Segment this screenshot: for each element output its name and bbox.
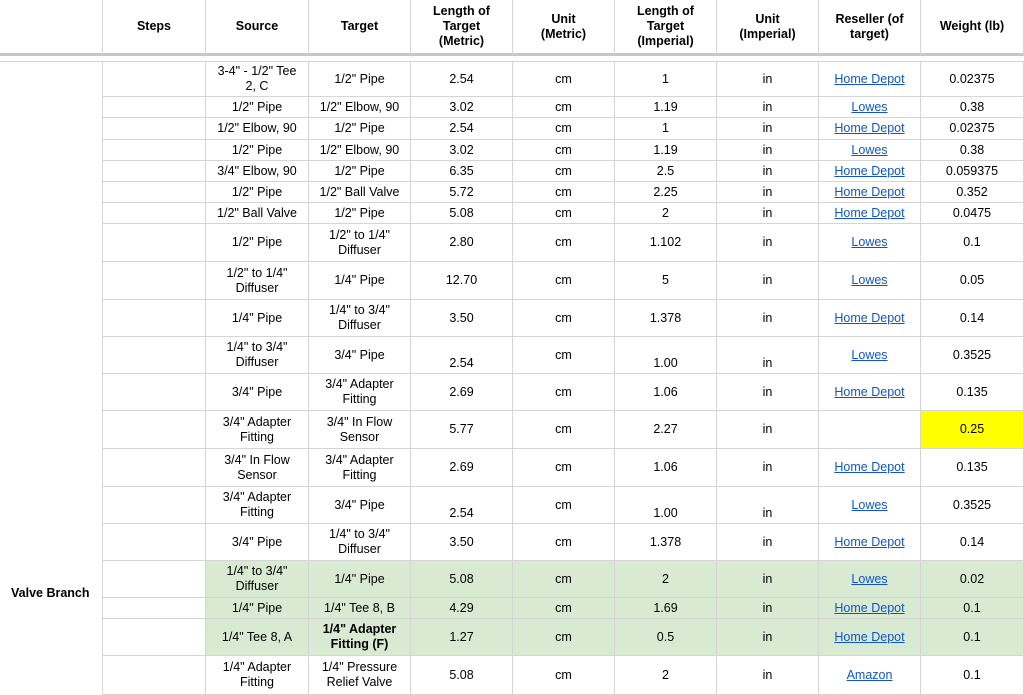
reseller-link[interactable]: Lowes: [851, 235, 888, 249]
reseller-cell[interactable]: [819, 161, 921, 182]
reseller-cell[interactable]: [819, 203, 921, 224]
unit-metric-cell[interactable]: cm: [513, 411, 615, 449]
target-cell[interactable]: 1/4" Pipe: [309, 262, 411, 300]
length-metric-cell[interactable]: 1.27: [411, 619, 513, 656]
reseller-link[interactable]: Lowes: [851, 99, 888, 114]
length-metric-cell[interactable]: 3.50: [411, 300, 513, 337]
reseller-link[interactable]: Home Depot: [834, 163, 905, 178]
steps-cell[interactable]: [103, 118, 206, 140]
unit-imperial-cell[interactable]: in: [717, 300, 819, 337]
unit-imperial-cell[interactable]: in: [717, 374, 819, 411]
header-length-metric-label: Length of Target (Metric): [433, 4, 490, 48]
unit-metric-cell[interactable]: cm: [513, 203, 615, 224]
header-steps-label: Steps: [136, 19, 172, 33]
unit-metric-cell[interactable]: cm: [513, 487, 615, 524]
length-imperial-cell[interactable]: 2: [615, 203, 717, 224]
source-cell[interactable]: 1/2" Pipe: [206, 182, 309, 203]
length-metric-cell[interactable]: 4.29: [411, 598, 513, 619]
steps-cell[interactable]: [103, 337, 206, 374]
source-cell[interactable]: 3/4" Adapter Fitting: [206, 487, 309, 524]
steps-cell[interactable]: [103, 449, 206, 487]
length-metric-cell[interactable]: 2.54: [411, 487, 513, 524]
source-cell[interactable]: 3/4" Elbow, 90: [206, 161, 309, 182]
length-imperial-cell[interactable]: 1.19: [615, 97, 717, 118]
header-unit-imperial: [717, 0, 819, 56]
reseller-cell[interactable]: [819, 224, 921, 262]
unit-metric-cell[interactable]: cm: [513, 62, 615, 97]
source-cell[interactable]: 1/2" Pipe: [206, 140, 309, 161]
steps-cell[interactable]: [103, 374, 206, 411]
reseller-cell[interactable]: [819, 411, 921, 449]
weight-cell[interactable]: 0.3525: [921, 487, 1024, 524]
source-cell[interactable]: 1/2" Ball Valve: [206, 203, 309, 224]
length-metric-cell[interactable]: 6.35: [411, 161, 513, 182]
reseller-link[interactable]: Lowes: [851, 142, 888, 157]
length-metric-cell[interactable]: 12.70: [411, 262, 513, 300]
unit-imperial-cell[interactable]: in: [717, 656, 819, 695]
weight-cell[interactable]: 0.0475: [921, 203, 1024, 224]
reseller-cell[interactable]: [819, 262, 921, 300]
unit-metric-cell[interactable]: cm: [513, 97, 615, 118]
reseller-cell[interactable]: [819, 598, 921, 619]
target-cell[interactable]: 1/4" Pressure Relief Valve: [309, 656, 411, 695]
unit-imperial-cell[interactable]: in: [717, 182, 819, 203]
weight-cell[interactable]: 0.02: [921, 561, 1024, 598]
weight-cell[interactable]: 0.352: [921, 182, 1024, 203]
unit-metric-cell[interactable]: cm: [513, 118, 615, 140]
steps-cell[interactable]: [103, 411, 206, 449]
header-separator: [0, 56, 1024, 62]
reseller-cell[interactable]: [819, 182, 921, 203]
unit-imperial-cell[interactable]: in: [717, 262, 819, 300]
reseller-link[interactable]: Home Depot: [834, 184, 905, 199]
weight-cell[interactable]: 0.25: [921, 411, 1024, 449]
length-metric-cell[interactable]: 2.54: [411, 337, 513, 374]
weight-cell[interactable]: 0.14: [921, 300, 1024, 337]
steps-cell[interactable]: [103, 161, 206, 182]
weight-cell[interactable]: 0.3525: [921, 337, 1024, 374]
source-cell[interactable]: 3/4" Pipe: [206, 524, 309, 561]
unit-imperial-cell[interactable]: in: [717, 449, 819, 487]
reseller-cell[interactable]: [819, 62, 921, 97]
header-length-imperial-label: Length of Target (Imperial): [637, 4, 694, 48]
target-cell[interactable]: 3/4" Adapter Fitting: [309, 374, 411, 411]
length-imperial-cell[interactable]: 1.378: [615, 300, 717, 337]
unit-imperial-cell[interactable]: in: [717, 118, 819, 140]
steps-cell[interactable]: [103, 62, 206, 97]
length-imperial-cell[interactable]: 1.00: [615, 487, 717, 524]
unit-metric-cell[interactable]: cm: [513, 140, 615, 161]
reseller-cell[interactable]: [819, 140, 921, 161]
length-metric-cell[interactable]: 3.50: [411, 524, 513, 561]
weight-cell[interactable]: 0.38: [921, 97, 1024, 118]
length-imperial-cell[interactable]: 1.06: [615, 449, 717, 487]
length-imperial-cell[interactable]: 0.5: [615, 619, 717, 656]
length-imperial-cell[interactable]: 1.06: [615, 374, 717, 411]
source-cell[interactable]: 1/4" Pipe: [206, 300, 309, 337]
length-metric-cell[interactable]: 5.08: [411, 656, 513, 695]
header-unit-metric-label: Unit (Metric): [540, 11, 587, 41]
weight-cell[interactable]: 0.1: [921, 224, 1024, 262]
steps-cell[interactable]: [103, 656, 206, 695]
length-metric-cell[interactable]: 2.80: [411, 224, 513, 262]
reseller-link[interactable]: Lowes: [851, 497, 888, 512]
weight-cell[interactable]: 0.14: [921, 524, 1024, 561]
target-cell[interactable]: 1/2" Elbow, 90: [309, 97, 411, 118]
target-cell[interactable]: 1/4" Pipe: [309, 561, 411, 598]
length-metric-cell[interactable]: 2.54: [411, 62, 513, 97]
reseller-cell[interactable]: [819, 619, 921, 656]
length-imperial-cell[interactable]: 2.27: [615, 411, 717, 449]
weight-cell[interactable]: 0.02375: [921, 118, 1024, 140]
target-cell[interactable]: 1/2" Pipe: [309, 62, 411, 97]
header-unit-metric: [513, 0, 615, 56]
header-source: [206, 0, 309, 56]
header-source-label: Source: [235, 19, 279, 33]
reseller-link[interactable]: Lowes: [851, 571, 888, 586]
reseller-link[interactable]: Home Depot: [834, 310, 905, 325]
reseller-cell[interactable]: [819, 300, 921, 337]
reseller-link[interactable]: Home Depot: [834, 384, 905, 399]
unit-imperial-cell[interactable]: in: [717, 62, 819, 97]
reseller-link[interactable]: Home Depot: [834, 121, 905, 135]
target-cell[interactable]: 3/4" Adapter Fitting: [309, 449, 411, 487]
length-metric-cell[interactable]: 2.54: [411, 118, 513, 140]
steps-cell[interactable]: [103, 487, 206, 524]
header-blank: [0, 0, 103, 56]
reseller-cell[interactable]: [819, 524, 921, 561]
source-cell[interactable]: 1/4" Tee 8, A: [206, 619, 309, 656]
unit-metric-cell[interactable]: cm: [513, 449, 615, 487]
unit-imperial-cell[interactable]: in: [717, 598, 819, 619]
length-metric-cell[interactable]: 2.69: [411, 449, 513, 487]
length-imperial-cell[interactable]: 1.69: [615, 598, 717, 619]
reseller-link[interactable]: Home Depot: [834, 600, 905, 615]
source-cell[interactable]: 1/2" to 1/4" Diffuser: [206, 262, 309, 300]
unit-imperial-cell[interactable]: in: [717, 97, 819, 118]
length-metric-cell[interactable]: 5.77: [411, 411, 513, 449]
header-reseller-label: Reseller (of target): [835, 11, 904, 41]
reseller-cell[interactable]: [819, 656, 921, 695]
target-cell[interactable]: 1/4" to 3/4" Diffuser: [309, 300, 411, 337]
target-cell[interactable]: 1/2" Ball Valve: [309, 182, 411, 203]
weight-cell[interactable]: 0.02375: [921, 62, 1024, 97]
reseller-link[interactable]: Home Depot: [834, 629, 905, 644]
unit-imperial-cell[interactable]: in: [717, 161, 819, 182]
reseller-cell[interactable]: [819, 561, 921, 598]
source-cell[interactable]: 1/4" to 3/4" Diffuser: [206, 561, 309, 598]
length-metric-cell[interactable]: 3.02: [411, 140, 513, 161]
steps-cell[interactable]: [103, 524, 206, 561]
unit-imperial-cell[interactable]: in: [717, 411, 819, 449]
target-cell[interactable]: 1/2" Pipe: [309, 118, 411, 140]
reseller-cell[interactable]: [819, 449, 921, 487]
reseller-cell[interactable]: [819, 487, 921, 524]
length-metric-cell[interactable]: 3.02: [411, 97, 513, 118]
unit-metric-cell[interactable]: cm: [513, 619, 615, 656]
header-steps: [103, 0, 206, 56]
reseller-link[interactable]: Home Depot: [834, 460, 905, 474]
steps-cell[interactable]: [103, 561, 206, 598]
weight-cell[interactable]: 0.135: [921, 374, 1024, 411]
header-length-imperial: [615, 0, 717, 56]
steps-cell[interactable]: [103, 140, 206, 161]
length-imperial-cell[interactable]: 2.5: [615, 161, 717, 182]
reseller-link[interactable]: Lowes: [851, 347, 888, 362]
target-cell[interactable]: 1/2" to 1/4" Diffuser: [309, 224, 411, 262]
steps-cell[interactable]: [103, 203, 206, 224]
length-imperial-cell[interactable]: 1: [615, 62, 717, 97]
length-metric-cell[interactable]: 5.08: [411, 561, 513, 598]
header-weight-label: Weight (lb): [939, 19, 1005, 33]
reseller-link[interactable]: Lowes: [851, 273, 888, 287]
header-weight: [921, 0, 1024, 56]
source-cell[interactable]: 3-4" - 1/2" Tee 2, C: [206, 62, 309, 97]
weight-cell[interactable]: 0.1: [921, 598, 1024, 619]
target-cell[interactable]: 1/2" Pipe: [309, 203, 411, 224]
unit-metric-cell[interactable]: cm: [513, 561, 615, 598]
weight-cell[interactable]: 0.05: [921, 262, 1024, 300]
target-cell[interactable]: 3/4" In Flow Sensor: [309, 411, 411, 449]
unit-imperial-cell[interactable]: in: [717, 524, 819, 561]
unit-metric-cell[interactable]: cm: [513, 524, 615, 561]
unit-imperial-cell[interactable]: in: [717, 140, 819, 161]
source-cell[interactable]: 1/2" Pipe: [206, 224, 309, 262]
source-cell[interactable]: 1/4" to 3/4" Diffuser: [206, 337, 309, 374]
target-cell[interactable]: 3/4" Pipe: [309, 337, 411, 374]
reseller-cell[interactable]: [819, 118, 921, 140]
source-cell[interactable]: 1/4" Adapter Fitting: [206, 656, 309, 695]
reseller-cell[interactable]: [819, 97, 921, 118]
unit-metric-cell[interactable]: cm: [513, 337, 615, 374]
target-cell[interactable]: 1/4" Adapter Fitting (F): [309, 619, 411, 656]
unit-metric-cell[interactable]: cm: [513, 374, 615, 411]
target-cell[interactable]: 1/2" Elbow, 90: [309, 140, 411, 161]
weight-cell[interactable]: 0.1: [921, 656, 1024, 695]
header-unit-imperial-label: Unit (Imperial): [739, 11, 796, 41]
target-cell[interactable]: 3/4" Pipe: [309, 487, 411, 524]
weight-cell[interactable]: 0.38: [921, 140, 1024, 161]
length-imperial-cell[interactable]: 1.19: [615, 140, 717, 161]
steps-cell[interactable]: [103, 262, 206, 300]
header-target-label: Target: [340, 19, 379, 33]
source-cell[interactable]: 3/4" In Flow Sensor: [206, 449, 309, 487]
reseller-link[interactable]: Home Depot: [834, 534, 905, 549]
target-cell[interactable]: 1/2" Pipe: [309, 161, 411, 182]
length-metric-cell[interactable]: 5.72: [411, 182, 513, 203]
unit-metric-cell[interactable]: cm: [513, 598, 615, 619]
steps-cell[interactable]: [103, 182, 206, 203]
unit-imperial-cell[interactable]: in: [717, 337, 819, 374]
unit-imperial-cell[interactable]: in: [717, 561, 819, 598]
steps-cell[interactable]: [103, 300, 206, 337]
target-cell[interactable]: 1/4" to 3/4" Diffuser: [309, 524, 411, 561]
steps-cell[interactable]: [103, 97, 206, 118]
length-imperial-cell[interactable]: 2.25: [615, 182, 717, 203]
steps-cell[interactable]: [103, 598, 206, 619]
length-metric-cell[interactable]: 5.08: [411, 203, 513, 224]
source-cell[interactable]: 1/2" Pipe: [206, 97, 309, 118]
unit-metric-cell[interactable]: cm: [513, 161, 615, 182]
length-imperial-cell[interactable]: 1: [615, 118, 717, 140]
header-target: [309, 0, 411, 56]
unit-metric-cell[interactable]: cm: [513, 656, 615, 695]
reseller-link[interactable]: Home Depot: [834, 71, 905, 86]
source-cell[interactable]: 3/4" Adapter Fitting: [206, 411, 309, 449]
unit-metric-cell[interactable]: cm: [513, 262, 615, 300]
length-metric-cell[interactable]: 2.69: [411, 374, 513, 411]
source-cell[interactable]: 3/4" Pipe: [206, 374, 309, 411]
source-cell[interactable]: 1/4" Pipe: [206, 598, 309, 619]
weight-cell[interactable]: 0.1: [921, 619, 1024, 656]
length-imperial-cell[interactable]: 1.102: [615, 224, 717, 262]
unit-imperial-cell[interactable]: in: [717, 487, 819, 524]
length-imperial-cell[interactable]: 5: [615, 262, 717, 300]
unit-imperial-cell[interactable]: in: [717, 203, 819, 224]
weight-cell[interactable]: 0.059375: [921, 161, 1024, 182]
reseller-cell[interactable]: [819, 374, 921, 411]
unit-metric-cell[interactable]: cm: [513, 224, 615, 262]
source-cell[interactable]: 1/2" Elbow, 90: [206, 118, 309, 140]
length-imperial-cell[interactable]: 2: [615, 561, 717, 598]
unit-imperial-cell[interactable]: in: [717, 224, 819, 262]
target-cell[interactable]: 1/4" Tee 8, B: [309, 598, 411, 619]
reseller-link[interactable]: Home Depot: [834, 205, 905, 220]
header-reseller: [819, 0, 921, 56]
unit-imperial-cell[interactable]: in: [717, 619, 819, 656]
length-imperial-cell[interactable]: 2: [615, 656, 717, 695]
length-imperial-cell[interactable]: 1.378: [615, 524, 717, 561]
unit-metric-cell[interactable]: cm: [513, 300, 615, 337]
length-imperial-cell[interactable]: 1.00: [615, 337, 717, 374]
weight-cell[interactable]: 0.135: [921, 449, 1024, 487]
steps-cell[interactable]: [103, 619, 206, 656]
steps-cell[interactable]: [103, 224, 206, 262]
reseller-cell[interactable]: [819, 337, 921, 374]
header-length-metric: [411, 0, 513, 56]
reseller-link[interactable]: Amazon: [846, 667, 893, 682]
unit-metric-cell[interactable]: cm: [513, 182, 615, 203]
group-label-valve-branch: Valve Branch: [0, 62, 103, 695]
